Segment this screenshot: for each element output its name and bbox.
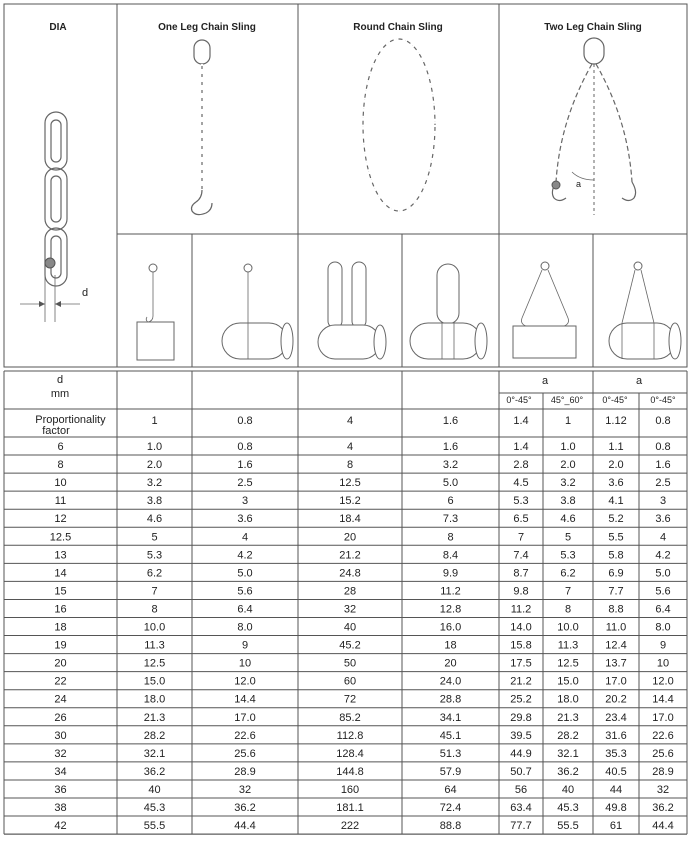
load-cell: 32 [343, 603, 357, 616]
load-cell: 128.4 [336, 747, 364, 760]
pictogram-two-leg-hook-load [513, 262, 576, 358]
load-cell: 44 [609, 783, 623, 796]
load-cell: 222 [340, 820, 360, 833]
load-cell: 14.0 [510, 621, 532, 634]
diameter-cell: 42 [54, 820, 67, 833]
load-cell: 144.8 [336, 765, 364, 778]
load-cell: 3 [241, 495, 249, 508]
load-cell: 18.4 [339, 513, 361, 526]
load-cell: 11.0 [605, 621, 627, 634]
load-cell: 45.2 [339, 639, 361, 652]
diameter-cell: 16 [54, 603, 67, 616]
angle-heading-two-leg-hook: a [541, 375, 549, 387]
load-cell: 10 [238, 657, 252, 670]
load-cell: 49.8 [605, 802, 627, 814]
diameter-cell: 10 [54, 477, 67, 490]
load-cell: 181.1 [336, 802, 364, 814]
angle-label: a [576, 179, 582, 189]
load-cell: 40 [561, 783, 575, 796]
load-cell: 11.2 [510, 603, 532, 616]
load-cell: 3.6 [237, 513, 253, 526]
load-cell: 50.7 [510, 765, 532, 778]
load-cell: 18 [444, 639, 457, 652]
load-cell: 20 [444, 657, 457, 670]
load-cell: 18.0 [143, 693, 166, 706]
load-cell: 32.1 [143, 747, 166, 760]
load-cell: 28 [343, 585, 357, 598]
diameter-cell: 19 [54, 639, 67, 652]
load-cell: 7 [151, 585, 158, 598]
load-cell: 5.8 [608, 549, 624, 562]
load-cell: 5.6 [655, 585, 671, 598]
load-cell: 44.9 [510, 747, 532, 760]
load-cell: 3.8 [560, 495, 576, 508]
load-cell: 5.6 [237, 585, 253, 598]
diameter-cell: 32 [54, 747, 67, 760]
angle-range-3: 0°-45° [602, 395, 628, 405]
diameter-cell: 34 [54, 765, 67, 778]
load-cell: 17.0 [234, 711, 256, 724]
load-cell: 29.8 [510, 711, 532, 724]
load-cell: 72.4 [439, 802, 462, 814]
load-cell: 5.3 [513, 495, 529, 508]
load-cell: 28.9 [234, 765, 256, 778]
load-cell: 6.4 [237, 603, 253, 616]
load-cell: 36.2 [234, 802, 256, 814]
load-cell: 4.6 [560, 513, 576, 526]
load-cell: 2.5 [655, 477, 671, 490]
load-cell: 8 [564, 603, 572, 616]
load-cell: 3.8 [146, 495, 163, 508]
load-cell: 7 [564, 585, 572, 598]
load-cell: 4 [659, 531, 667, 544]
load-cell: 24.0 [439, 675, 462, 688]
load-cell: 6.4 [655, 603, 671, 616]
load-cell: 4.5 [513, 477, 529, 490]
load-cell: 7.7 [608, 585, 624, 598]
load-cell: 2.0 [560, 459, 576, 472]
load-cell: 3.2 [442, 459, 459, 472]
load-cell: 85.2 [339, 711, 361, 724]
load-cell: 15.0 [557, 675, 579, 688]
load-cell: 25.2 [510, 693, 532, 706]
load-cell: 4 [346, 441, 354, 453]
load-cell: 17.5 [510, 657, 532, 670]
load-cell: 2.5 [237, 477, 253, 490]
diameter-cell: 22 [54, 675, 67, 688]
load-cell: 1.4 [513, 441, 529, 453]
load-cell: 34.1 [439, 711, 462, 724]
load-cell: 13.7 [605, 657, 627, 670]
load-cell: 20 [343, 531, 357, 544]
diameter-unit: mm [50, 388, 70, 400]
load-cell: 2.0 [146, 459, 163, 472]
load-cell: 25.6 [652, 747, 674, 760]
load-cell: 14.4 [234, 693, 256, 706]
factor-cell: 1.12 [605, 415, 627, 427]
load-cell: 3.2 [560, 477, 576, 490]
pictogram-round-choke-load [410, 264, 487, 359]
load-cell: 36.2 [557, 765, 579, 778]
diameter-cell: 30 [54, 729, 67, 742]
load-cell: 8.4 [442, 549, 459, 562]
load-cell: 39.5 [510, 729, 532, 742]
load-cell: 72 [343, 693, 357, 706]
table-text [35, 374, 676, 832]
load-cell: 4.1 [608, 495, 624, 508]
load-cell: 22.6 [234, 729, 256, 742]
load-cell: 40.5 [605, 765, 627, 778]
load-cell: 4.2 [655, 549, 671, 562]
load-cell: 8 [346, 459, 354, 472]
load-cell: 32 [238, 783, 252, 796]
load-cell: 11.3 [144, 639, 165, 652]
load-cell: 6.5 [513, 513, 529, 526]
round-heading: Round Chain Sling [353, 22, 443, 33]
load-cell: 12.5 [143, 657, 166, 670]
load-cell: 8 [151, 603, 158, 616]
load-cell: 36.2 [652, 802, 674, 814]
pictogram-one-leg-choke-load [222, 264, 293, 359]
proportionality-line-1: Proportionality [35, 414, 106, 426]
diameter-cell: 18 [54, 621, 67, 634]
load-cell: 17.0 [605, 675, 627, 688]
load-cell: 15.0 [143, 675, 166, 688]
load-cell: 32 [656, 783, 670, 796]
load-cell: 60 [343, 675, 357, 688]
load-cell: 28.8 [439, 693, 462, 706]
load-cell: 32.1 [557, 747, 579, 760]
load-cell: 44.4 [234, 820, 256, 833]
load-cell: 28.2 [143, 729, 166, 742]
load-cell: 8.8 [608, 603, 624, 616]
load-cell: 12.8 [439, 603, 462, 616]
angle-heading-two-leg-choke: a [635, 375, 643, 387]
factor-cell: 0.8 [237, 415, 253, 427]
diameter-cell: 20 [54, 657, 67, 670]
load-cell: 21.2 [339, 549, 361, 562]
load-cell: 8.0 [237, 621, 253, 634]
load-cell: 4 [241, 531, 249, 544]
load-cell: 1.6 [442, 441, 459, 453]
round-chain-icon [363, 39, 435, 211]
load-cell: 4.2 [237, 549, 253, 562]
load-cell: 3.2 [146, 477, 163, 490]
load-cell: 1.0 [560, 441, 576, 453]
load-cell: 7.3 [442, 513, 459, 526]
load-cell: 64 [444, 783, 457, 796]
chain-diameter-drawing [20, 112, 88, 322]
load-cell: 6.9 [608, 567, 624, 580]
angle-range-1: 0°-45° [506, 395, 532, 405]
load-cell: 1.6 [655, 459, 671, 472]
load-cell: 6.2 [146, 567, 163, 580]
pictogram-two-leg-choke-load [609, 262, 681, 359]
load-cell: 21.3 [143, 711, 166, 724]
diameter-cell: 12 [54, 513, 67, 526]
illustration-panel [4, 4, 687, 367]
dia-heading: DIA [49, 22, 67, 33]
factor-cell: 1 [151, 415, 158, 427]
load-cell: 2.0 [608, 459, 624, 472]
proportionality-label [35, 414, 108, 437]
load-cell: 55.5 [557, 820, 579, 833]
load-cell: 51.3 [439, 747, 462, 760]
pictogram-one-leg-hook-load [137, 264, 174, 360]
pictogram-round-basket-load [318, 262, 386, 359]
load-cell: 61 [609, 820, 623, 833]
load-cell: 0.8 [237, 441, 253, 453]
load-cell: 40 [148, 783, 161, 796]
load-cell: 12.5 [339, 477, 361, 490]
angle-range-4: 0°-45° [650, 395, 676, 405]
load-cell: 35.3 [605, 747, 627, 760]
load-cell: 24.8 [339, 567, 361, 580]
load-cell: 9.9 [442, 567, 459, 580]
load-cell: 11.2 [440, 585, 461, 598]
load-cell: 8.7 [513, 567, 529, 580]
load-cell: 12.5 [557, 657, 579, 670]
one-leg-chain-icon [192, 40, 213, 215]
load-cell: 63.4 [510, 802, 532, 814]
load-cell: 45.1 [439, 729, 462, 742]
load-cell: 9 [241, 639, 249, 652]
two-leg-heading: Two Leg Chain Sling [544, 22, 642, 33]
load-cell: 25.6 [234, 747, 256, 760]
two-leg-chain-icon [552, 38, 636, 215]
load-cell: 6.2 [560, 567, 576, 580]
load-cell: 23.4 [605, 711, 627, 724]
load-cell: 20.2 [605, 693, 627, 706]
load-cell: 22.6 [652, 729, 674, 742]
angle-range-2: 45°_60° [550, 395, 584, 405]
load-cell: 3.6 [655, 513, 671, 526]
load-cell: 6 [447, 495, 454, 508]
load-cell: 1.6 [237, 459, 253, 472]
load-cell: 16.0 [439, 621, 462, 634]
load-cell: 5.5 [608, 531, 624, 544]
load-cell: 112.8 [336, 729, 364, 742]
load-cell: 3.6 [608, 477, 624, 490]
load-cell: 4.6 [146, 513, 163, 526]
load-cell: 7 [517, 531, 525, 544]
load-cell: 1.0 [146, 441, 163, 453]
load-cell: 0.8 [655, 441, 671, 453]
load-cell: 45.3 [143, 802, 166, 814]
load-cell: 11.3 [557, 639, 579, 652]
load-cell: 160 [340, 783, 360, 796]
load-cell: 12.0 [652, 675, 674, 688]
load-cell: 28.2 [557, 729, 579, 742]
load-cell: 28.9 [652, 765, 674, 778]
factor-cell: 1.6 [442, 415, 459, 427]
diameter-cell: 8 [57, 459, 64, 472]
load-cell: 3 [659, 495, 667, 508]
load-cell: 5.3 [560, 549, 576, 562]
load-cell: 21.2 [510, 675, 532, 688]
load-cell: 5.3 [146, 549, 163, 562]
diameter-cell: 15 [54, 585, 67, 598]
proportionality-line-2: factor [42, 425, 70, 437]
load-cell: 5.0 [655, 567, 671, 580]
load-cell: 14.4 [652, 693, 674, 706]
load-cell: 12.4 [605, 639, 627, 652]
load-cell: 10 [656, 657, 670, 670]
load-cell: 10.0 [557, 621, 579, 634]
load-cell: 5 [564, 531, 572, 544]
load-cell: 21.3 [557, 711, 579, 724]
diameter-heading: d [56, 374, 64, 386]
diameter-cell: 13 [54, 549, 67, 562]
load-cell: 9.8 [513, 585, 529, 598]
diameter-cell: 38 [54, 802, 67, 814]
diameter-cell: 11 [54, 495, 67, 508]
load-cell: 77.7 [510, 820, 532, 833]
load-cell: 9 [659, 639, 667, 652]
diameter-cell: 26 [54, 711, 67, 724]
load-cell: 2.8 [513, 459, 529, 472]
load-cell: 5.2 [608, 513, 624, 526]
load-cell: 12.0 [234, 675, 256, 688]
diameter-cell: 24 [54, 693, 67, 706]
load-cell: 17.0 [652, 711, 674, 724]
one-leg-heading: One Leg Chain Sling [158, 22, 256, 33]
diameter-cell: 6 [57, 441, 64, 453]
load-cell: 55.5 [143, 820, 166, 833]
load-cell: 40 [343, 621, 357, 634]
load-cell: 7.4 [513, 549, 529, 562]
factor-cell: 1 [564, 415, 572, 427]
factor-cell: 1.4 [513, 415, 529, 427]
load-cell: 5 [151, 531, 158, 544]
diameter-cell: 36 [54, 783, 67, 796]
load-cell: 36.2 [143, 765, 166, 778]
load-cell: 57.9 [439, 765, 462, 778]
load-cell: 88.8 [439, 820, 462, 833]
load-cell: 31.6 [605, 729, 627, 742]
load-cell: 5.0 [442, 477, 459, 490]
diameter-cell: 12.5 [49, 531, 72, 544]
load-cell: 1.1 [608, 441, 624, 453]
load-cell: 15.8 [510, 639, 532, 652]
load-cell: 5.0 [237, 567, 253, 580]
load-cell: 8 [447, 531, 454, 544]
load-cell: 15.2 [339, 495, 361, 508]
load-cell: 50 [343, 657, 357, 670]
load-cell: 56 [514, 783, 528, 796]
load-cell: 45.3 [557, 802, 579, 814]
factor-cell: 0.8 [655, 415, 671, 427]
d-label: d [82, 287, 89, 299]
load-cell: 8.0 [655, 621, 671, 634]
diameter-cell: 14 [54, 567, 67, 580]
load-cell: 18.0 [557, 693, 579, 706]
load-cell: 10.0 [143, 621, 166, 634]
factor-cell: 4 [346, 415, 354, 427]
load-cell: 44.4 [652, 820, 674, 833]
